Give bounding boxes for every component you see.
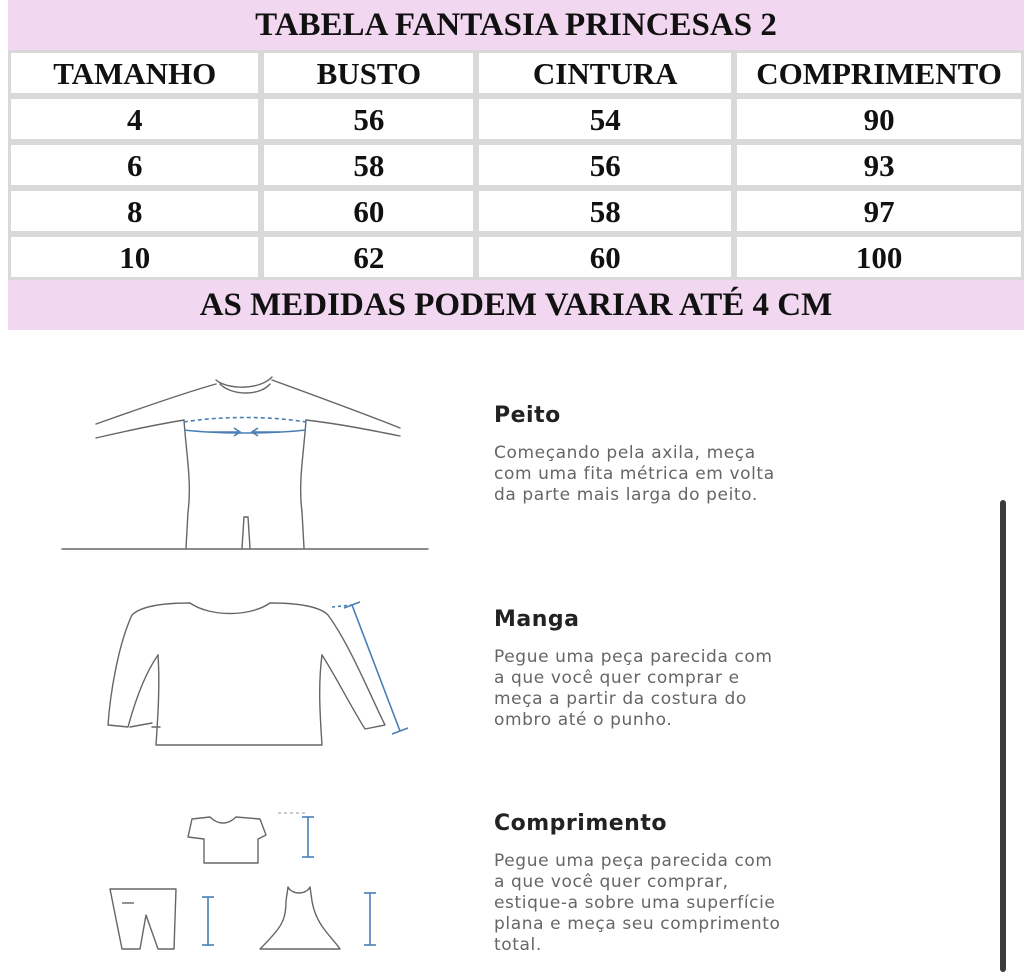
sleeve-measure-illustration	[100, 595, 420, 755]
sleeve-title: Manga	[494, 607, 580, 632]
header-length: COMPRIMENTO	[734, 50, 1024, 96]
cell-size: 10	[8, 234, 261, 280]
table-title-row	[8, 0, 1024, 50]
length-measure-illustration	[100, 805, 400, 965]
cell-waist: 60	[476, 234, 734, 280]
scrollbar[interactable]	[1000, 500, 1006, 972]
cell-bust: 62	[261, 234, 476, 280]
chest-measure-illustration	[60, 372, 435, 557]
cell-size: 6	[8, 142, 261, 188]
cell-bust: 58	[261, 142, 476, 188]
header-waist: CINTURA	[476, 50, 734, 96]
cell-waist: 58	[476, 188, 734, 234]
table-row	[8, 188, 1024, 234]
cell-length: 90	[734, 96, 1024, 142]
cell-length: 97	[734, 188, 1024, 234]
chest-measure-line	[184, 418, 306, 437]
table-header-row	[8, 50, 1024, 96]
chest-title: Peito	[494, 403, 561, 428]
cell-waist: 54	[476, 96, 734, 142]
cell-size: 4	[8, 96, 261, 142]
table-row	[8, 96, 1024, 142]
table-title: TABELA FANTASIA PRINCESAS 2	[8, 0, 1024, 50]
chest-description: Começando pela axila, meça com uma fita métrica em volta da parte mais larga do peito.	[494, 443, 775, 505]
cell-size: 8	[8, 188, 261, 234]
table-note-row	[8, 280, 1024, 330]
size-table	[8, 0, 1024, 330]
sleeve-description: Pegue uma peça parecida com a que você quer comprar e meça a partir da costura do ombro até o punho.	[494, 647, 773, 730]
length-measure-lines	[202, 813, 376, 945]
table-note: AS MEDIDAS PODEM VARIAR ATÉ 4 CM	[8, 280, 1024, 330]
cell-length: 93	[734, 142, 1024, 188]
cell-bust: 56	[261, 96, 476, 142]
header-bust: BUSTO	[261, 50, 476, 96]
table-row	[8, 142, 1024, 188]
table-row	[8, 234, 1024, 280]
cell-waist: 56	[476, 142, 734, 188]
sleeve-measure-line	[332, 602, 408, 734]
cell-bust: 60	[261, 188, 476, 234]
length-title: Comprimento	[494, 811, 667, 836]
length-description: Pegue uma peça parecida com a que você quer comprar, estique-a sobre uma superfície plana e meça seu comprimento total.	[494, 851, 781, 955]
cell-length: 100	[734, 234, 1024, 280]
header-size: TAMANHO	[8, 50, 261, 96]
